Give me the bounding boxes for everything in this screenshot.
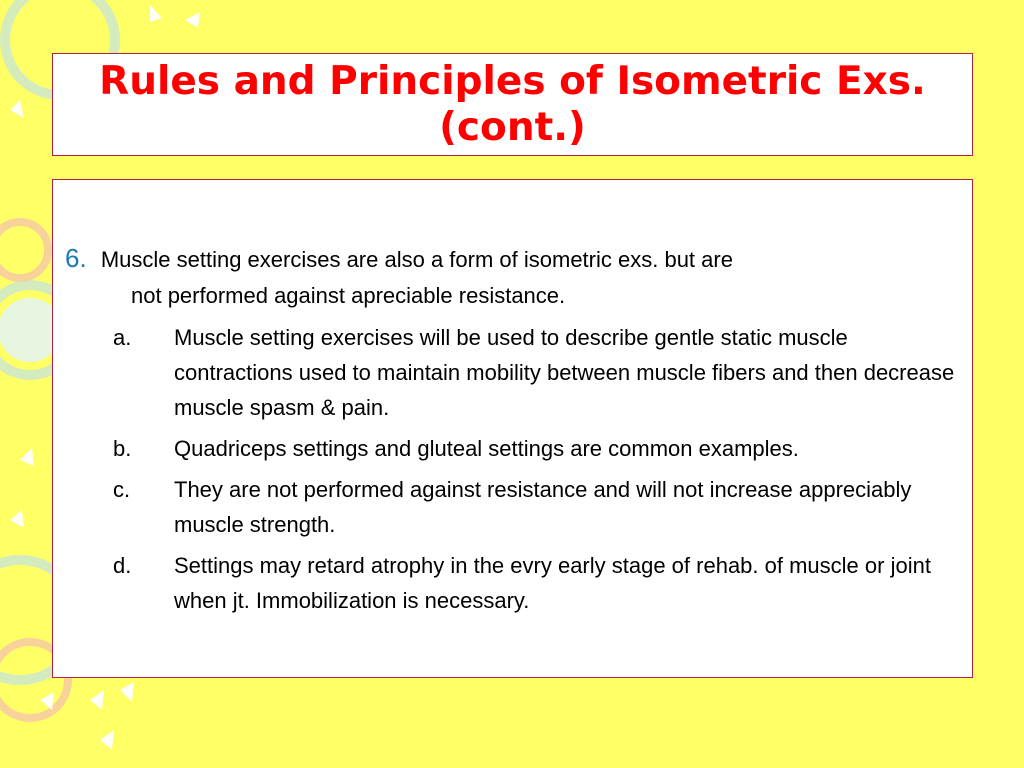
slide-title: Rules and Principles of Isometric Exs.(cont.) xyxy=(99,58,926,150)
sub-item-list xyxy=(53,320,972,624)
sub-item-letter: b. xyxy=(113,436,132,461)
point-6 xyxy=(65,240,965,314)
point-number: 6. xyxy=(65,243,87,273)
title-box xyxy=(52,53,973,156)
sub-item xyxy=(53,320,972,425)
point-text-line2: not performed against apreciable resistance. xyxy=(131,283,566,308)
sub-item xyxy=(53,548,972,618)
sub-item-text: Muscle setting exercises will be used to describe gentle static muscle contractions used to maintain mobility between muscle fibers and then decrease muscle spasm & pain. xyxy=(174,325,955,420)
sub-item-text: They are not performed against resistance and will not increase appreciably muscle strength. xyxy=(174,477,912,537)
sub-item-text: Settings may retard atrophy in the evry early stage of rehab. of muscle or joint when jt. Immobilization is necessary. xyxy=(174,553,931,613)
sub-item xyxy=(53,431,972,466)
sub-item-text: Quadriceps settings and gluteal settings are common examples. xyxy=(174,436,799,461)
sub-item-letter: c. xyxy=(113,477,131,502)
point-text-line1: Muscle setting exercises are also a form of isometric exs. but are xyxy=(100,247,733,272)
content-box xyxy=(52,179,973,678)
sub-item-letter: d. xyxy=(113,553,132,578)
sub-item xyxy=(53,472,972,542)
sub-item-letter: a. xyxy=(113,325,132,350)
